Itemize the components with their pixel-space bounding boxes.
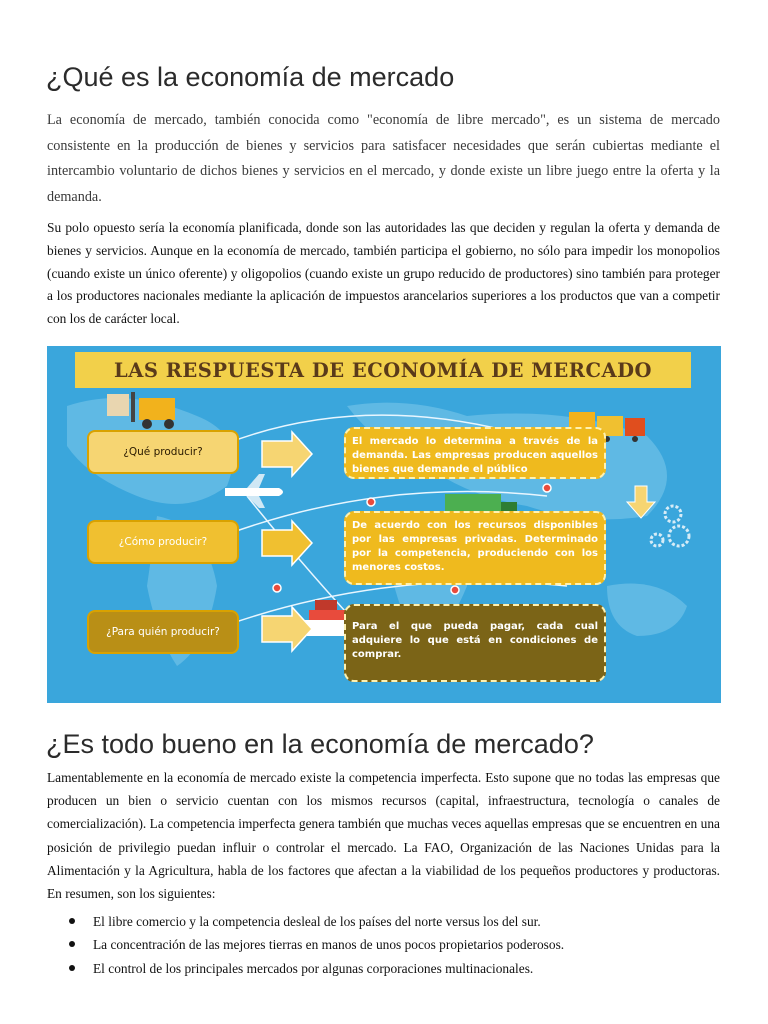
airplane-icon — [225, 474, 283, 508]
bullet-icon — [69, 918, 75, 924]
gear-icon — [665, 506, 681, 522]
imperfect-competition-paragraph: Lamentablemente en la economía de mercado existe la competencia imperfecta. Esto supone que no todas las empresas que producen un bien o servicio cuentan con los mismos recursos (capital, infraestructura, tecnología o canales de comercialización). La competencia imperfecta genera también que muchas veces aquellas empresas que se encuentren en una posición de privilegio puedan influir o controlar el mercado. La FAO, Organización de las Naciones Unidas para la Alimentación y la Agricultura, habla de los factores que afectan a la viabilidad de los pequeños productores y productoras. En resumen, son los siguientes: — [47, 770, 720, 902]
list-item-text: La concentración de las mejores tierras en manos de unos pocos propietarios poderosos. — [93, 937, 565, 953]
list-item — [47, 933, 720, 956]
right-arrow-icon — [262, 432, 312, 476]
intro-paragraph: La economía de mercado, también conocida como "economía de libre mercado", es un sistema de mercado consistente en la producción de bienes y servicios para satisfacer necesidades que serán cubiertas mediante el intercambio voluntario de dichos bienes y servicios en el mercado, y donde existe un libre juego entre la oferta y la demanda. — [47, 112, 720, 205]
question-what-to-produce: ¿Qué producir? — [87, 430, 239, 474]
list-item — [47, 910, 720, 933]
banner-title: LAS RESPUESTA DE ECONOMÍA DE MERCADO — [114, 358, 652, 382]
map-pin-icon — [367, 498, 375, 506]
answer-what-to-produce: El mercado lo determina a través de la demanda. Las empresas producen aquellos bienes que demande el público — [344, 427, 606, 479]
answer-how-to-produce: De acuerdo con los recursos disponibles por las empresas privadas. Determinado por la competencia, produciendo con los menores costos. — [344, 511, 606, 585]
planned-economy-paragraph: Su polo opuesto sería la economía planificada, donde son las autoridades las que deciden y regulan la oferta y demanda de bienes y servicios. Aunque en la economía de mercado, también participa el gobierno, no sólo para impedir los monopolios (cuando existe un único oferente) y oligopolios (cuando existe un grupo reducido de productores) sino también para proteger a los productores nacionales mediante la aplicación de impuestos arancelarios superiores a los productos que van a competir con los de carácter local. — [47, 220, 720, 327]
question-how-to-produce: ¿Cómo producir? — [87, 520, 239, 564]
bullet-icon — [69, 941, 75, 947]
question-for-whom-to-produce: ¿Para quién producir? — [87, 610, 239, 654]
gear-icon — [651, 534, 663, 546]
right-arrow-icon — [262, 521, 312, 565]
market-economy-infographic — [47, 346, 721, 703]
map-pin-icon — [543, 484, 551, 492]
section-title-market-economy: ¿Qué es la economía de mercado — [46, 62, 455, 92]
right-arrow-icon — [262, 607, 312, 651]
factors-list — [47, 910, 720, 980]
list-item-text: El libre comercio y la competencia desleal de los países del norte versus los del sur. — [93, 914, 541, 929]
list-item-text: El control de los principales mercados por algunas corporaciones multinacionales. — [93, 960, 534, 976]
section-title-is-it-all-good: ¿Es todo bueno en la economía de mercado? — [46, 729, 594, 759]
map-pin-icon — [451, 586, 459, 594]
infographic-banner — [75, 352, 691, 388]
continent-shape — [607, 584, 687, 637]
gear-icon — [669, 526, 689, 546]
answer-for-whom-to-produce: Para el que pueda pagar, cada cual adquiere lo que está en condiciones de comprar. — [344, 604, 606, 682]
map-pin-icon — [273, 584, 281, 592]
list-item — [47, 957, 720, 980]
bullet-icon — [69, 965, 75, 971]
